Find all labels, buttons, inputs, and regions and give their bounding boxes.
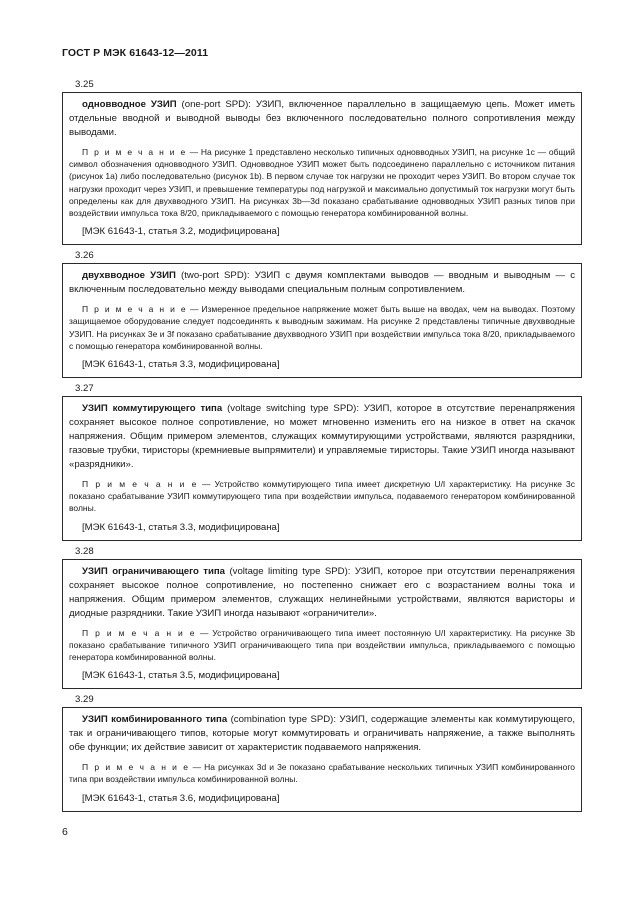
- term-source: [МЭК 61643-1, статья 3.6, модифицирована]: [82, 792, 280, 804]
- term-title: УЗИП комбинированного типа: [82, 714, 228, 726]
- term-number: 3.28: [75, 545, 94, 557]
- note-label: П р и м е ч а н и е: [82, 762, 190, 773]
- term-note: [69, 761, 575, 785]
- term-note: [69, 303, 575, 352]
- note-text: — Устройство ограничивающего типа имеет постоянную U/I характеристику. На рисунке 3b показано срабатывание типичного УЗИП ограничивающего типа при воздействии импульса, прикладываемого с помощью генератора комбинированной волны.: [69, 627, 575, 663]
- term-source: [МЭК 61643-1, статья 3.5, модифицирована]: [82, 670, 280, 682]
- definition-text: (combination type SPD): УЗИП, содержащие элементы как коммутирующего, так и ограничивающего типов, которые могут коммутировать и ограничивать напряжение, а также выполнять обе функции; их действие зависит от характеристик подаваемого напряжения.: [69, 714, 575, 754]
- note-text: — На рисунках 3d и 3е показано срабатывание нескольких типичных УЗИП комбинированного типа при воздействии импульса комбинированной волны.: [69, 762, 575, 785]
- page-number: 6: [62, 826, 68, 838]
- note-text: — Устройство коммутирующего типа имеет дискретную U/I характеристику. На рисунке 3с показано срабатывание УЗИП коммутирующего типа при воздействии импульса, подаваемого генератором комбинированной волны.: [69, 479, 575, 514]
- term-number: 3.25: [75, 79, 94, 90]
- term-number: 3.27: [75, 383, 94, 395]
- note-label: П р и м е ч а н и е: [82, 479, 198, 490]
- note-text: — Измеренное предельное напряжение может быть выше на вводах, чем на выводах. Поэтому защищаемое оборудование следует подсоединять к выводным зажимам. На рисунке 2 представлены типичные двухвводные УЗИП. На рисунках 3е и 3f показано срабатывание двухвводного УЗИП при воздействии импульса тока 8/20, прикладываемого с помощью генератора комбинированной волны.: [69, 304, 576, 351]
- document-header: ГОСТ Р МЭК 61643-12—2011: [62, 47, 209, 59]
- term-box-two-port-spd: [62, 263, 582, 378]
- definition-text: (one-port SPD): УЗИП, включенное параллельно в защищаемую цепь. Может иметь отдельные вводной и выводной выводы без включенного последовательно полного сопротивления между выводами.: [69, 99, 575, 138]
- term-definition: [69, 98, 575, 140]
- term-box-one-port-spd: [62, 92, 582, 245]
- term-box-voltage-switching-spd: [62, 396, 582, 541]
- term-note: [69, 478, 575, 515]
- term-title: УЗИП ограничивающего типа: [82, 565, 226, 577]
- term-source: [МЭК 61643-1, статья 3.3, модифицирована]: [82, 359, 280, 371]
- term-number: 3.26: [75, 250, 94, 262]
- term-title: УЗИП коммутирующего типа: [82, 403, 223, 415]
- note-label: П р и м е ч а н и е: [82, 304, 188, 315]
- term-note: [69, 627, 575, 664]
- term-source: [МЭК 61643-1, статья 3.3, модифицирована]: [82, 521, 280, 533]
- note-label: П р и м е ч а н и е: [82, 147, 187, 157]
- term-title: одновводное УЗИП: [82, 99, 177, 110]
- term-definition: [69, 713, 575, 755]
- terms-content: [62, 78, 582, 816]
- definition-text: (two-port SPD): УЗИП с двумя комплектами выводов — вводным и выводным — с включенным последовательно между выводами специальным полным сопротивлением.: [69, 270, 575, 296]
- term-box-combination-spd: [62, 707, 582, 811]
- term-note: [69, 146, 575, 219]
- note-label: П р и м е ч а н и е: [82, 627, 197, 638]
- term-definition: [69, 402, 575, 472]
- definition-text: (voltage limiting type SPD): УЗИП, которое при отсутствии перенапряжения сохраняет высокое полное сопротивление, но постепенно снижает его с возрастанием волны тока и напряжения. Общим примером элементов, служащих нелинейными устройствами, являются варисторы и диодные разрядники. Такие УЗИП иногда называют «ограничители».: [69, 565, 576, 619]
- term-source: [МЭК 61643-1, статья 3.2, модифицирована]: [82, 226, 280, 238]
- term-definition: [69, 269, 575, 297]
- term-definition: [69, 565, 575, 621]
- note-text: — На рисунке 1 представлено несколько типичных одновводных УЗИП, на рисунке 1с — общий символ обозначения одновводного УЗИП. Одновводное УЗИП может быть подсоединено параллельно с источником питания (рисунок 1а) либо последовательно (рисунок 1b). В первом случае ток нагрузки не проходит через УЗИП. Во втором случае ток нагрузки проходит через УЗИП, и превышение температуры под нагрузкой и максимально допустимый ток нагрузки могут быть определены как для двухвводного УЗИП. На рисунках 3b—3d показано срабатывание одновводных УЗИП разных типов при воздействии импульса тока 8/20, прикладываемого с помощью генератора комбинированной волны.: [69, 147, 575, 219]
- term-title: двухвводное УЗИП: [82, 270, 176, 282]
- term-number: 3.29: [75, 694, 94, 706]
- definition-text: (voltage switching type SPD): УЗИП, которое в отсутствие перенапряжения сохраняет высокое полное сопротивление, но может мгновенно изменить его на низкое в ответ на скачок напряжения. Общим примером элементов, служащих коммутирующими устройствами, являются разрядники, газовые трубки, тиристоры (кремниевые выпрямители) и управляемые тиристоры. Такие УЗИП иногда называют «разрядники».: [69, 403, 576, 471]
- term-box-voltage-limiting-spd: [62, 559, 582, 690]
